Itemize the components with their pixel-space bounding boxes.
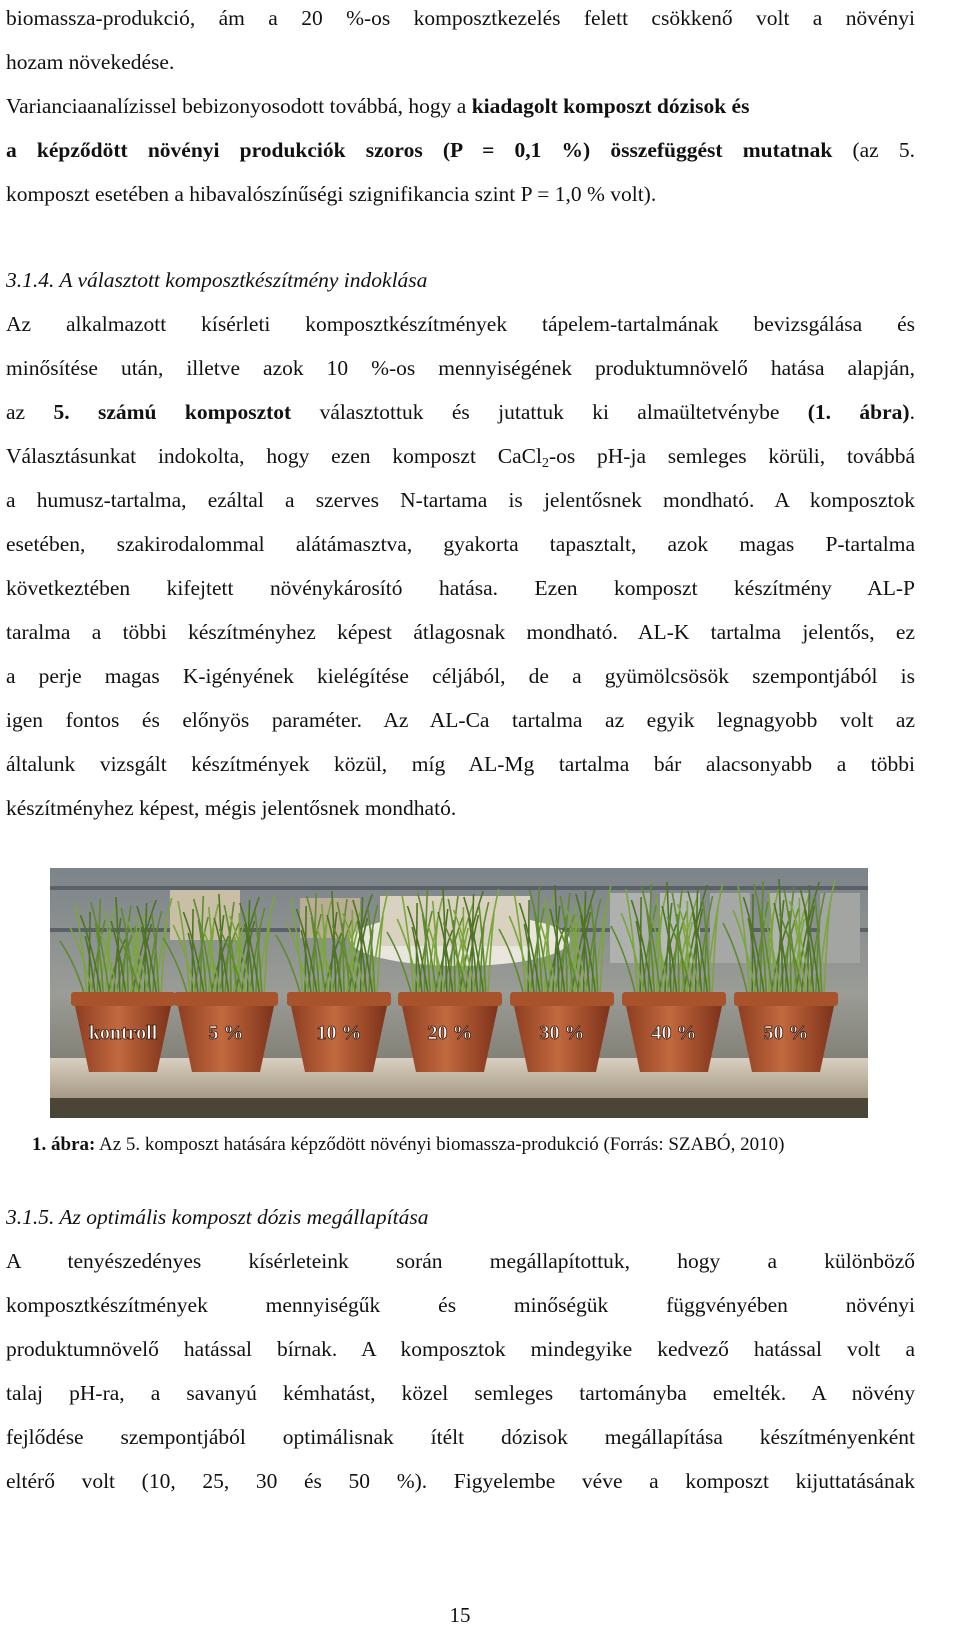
body-line — [6, 138, 915, 162]
body-line — [6, 94, 915, 118]
body-line — [6, 444, 915, 476]
body-line: következtében kifejtett növénykárosító hatása. Ezen komposzt készítmény AL-P — [6, 576, 915, 600]
text-run: Választásunkat indokolta, hogy ezen komposzt CaCl — [6, 444, 542, 468]
bold-text-run: 5. számú komposztot — [53, 400, 292, 424]
body-line: a humusz-tartalma, ezáltal a szerves N-tartama is jelentősnek mondható. A komposztok — [6, 488, 915, 512]
bold-text-run: (1. ábra) — [807, 400, 910, 424]
pot-label: 20 % — [427, 1022, 473, 1044]
pot-label: 10 % — [316, 1022, 362, 1044]
figure-photo — [50, 868, 868, 1118]
pot-rim — [622, 992, 726, 1006]
bold-text-run: a képződött növényi produkciók szoros (P = 0,1 %) összefüggést mutatnak — [6, 138, 833, 162]
section-heading: 3.1.5. Az optimális komposzt dózis megállapítása — [6, 1205, 429, 1229]
text-run: Varianciaanalízissel bebizonyosodott továbbá, hogy a — [6, 94, 472, 118]
text-run: az — [6, 400, 54, 424]
body-line: készítményhez képest, mégis jelentősnek mondható. — [6, 796, 457, 820]
caption-text: Az 5. komposzt hatására képződött növényi biomassza-produkció (Forrás: SZABÓ, 2010) — [95, 1134, 785, 1155]
text-run: . — [909, 400, 915, 424]
pot-label: 50 % — [763, 1022, 809, 1044]
pot-rim — [510, 992, 614, 1006]
body-line: hozam növekedése. — [6, 50, 175, 74]
pot-rim — [287, 992, 391, 1006]
body-line: biomassza-produkció, ám a 20 %-os komposztkezelés felett csökkenő volt a növényi — [6, 6, 915, 30]
pot-rim — [71, 992, 175, 1006]
pot-label: 5 % — [208, 1022, 244, 1044]
page-number: 15 — [449, 1603, 471, 1627]
body-line: esetében, szakirodalommal alátámasztva, gyakorta tapasztalt, azok magas P-tartalma — [6, 532, 915, 556]
text-run: választottuk és jutattuk ki almaültetvénybe — [291, 400, 808, 424]
body-line: komposztkészítmények mennyiségűk és minőségük függvényében növényi — [6, 1293, 915, 1317]
body-line: fejlődése szempontjából optimálisnak ítélt dózisok megállapítása készítményenként — [6, 1425, 915, 1449]
pot-rim — [734, 992, 838, 1006]
subscript: 2 — [541, 456, 549, 471]
bold-text-run: kiadagolt komposzt dózisok és — [471, 94, 750, 118]
pots-photo-illustration — [50, 868, 868, 1118]
body-line: talaj pH-ra, a savanyú kémhatást, közel semleges tartományba emelték. A növény — [6, 1381, 915, 1405]
body-line: eltérő volt (10, 25, 30 és 50 %). Figyelembe véve a komposzt kijuttatásának — [6, 1469, 915, 1493]
body-line: a perje magas K-igényének kielégítése céljából, de a gyümölcsösök szempontjából is — [6, 664, 915, 688]
body-line — [6, 400, 915, 424]
pot-label: 40 % — [651, 1022, 697, 1044]
body-line: taralma a többi készítményhez képest átlagosnak mondható. AL-K tartalma jelentős, ez — [6, 620, 915, 644]
section-heading: 3.1.4. A választott komposztkészítmény indoklása — [6, 268, 428, 292]
text-run: -os pH-ja semleges körüli, továbbá — [548, 444, 916, 468]
text-run: (az 5. — [832, 138, 915, 162]
body-line: minősítése után, illetve azok 10 %-os mennyiségének produktumnövelő hatása alapján, — [6, 356, 915, 380]
figure-caption — [32, 1134, 784, 1156]
body-line: A tenyészedényes kísérleteink során megállapítottuk, hogy a különböző — [6, 1249, 915, 1273]
pot-label: kontroll — [88, 1022, 158, 1044]
body-line: általunk vizsgált készítmények közül, míg AL-Mg tartalma bár alacsonyabb a többi — [6, 752, 915, 776]
pot-label: 30 % — [539, 1022, 585, 1044]
caption-number: 1. ábra: — [32, 1134, 96, 1155]
body-line: komposzt esetében a hibavalószínűségi szignifikancia szint P = 1,0 % volt). — [6, 182, 657, 206]
pot-rim — [174, 992, 278, 1006]
pot-rim — [398, 992, 502, 1006]
body-line: produktumnövelő hatással bírnak. A komposztok mindegyike kedvező hatással volt a — [6, 1337, 915, 1361]
body-line: igen fontos és előnyös paraméter. Az AL-Ca tartalma az egyik legnagyobb volt az — [6, 708, 915, 732]
body-line: Az alkalmazott kísérleti komposztkészítmények tápelem-tartalmának bevizsgálása és — [6, 312, 915, 336]
